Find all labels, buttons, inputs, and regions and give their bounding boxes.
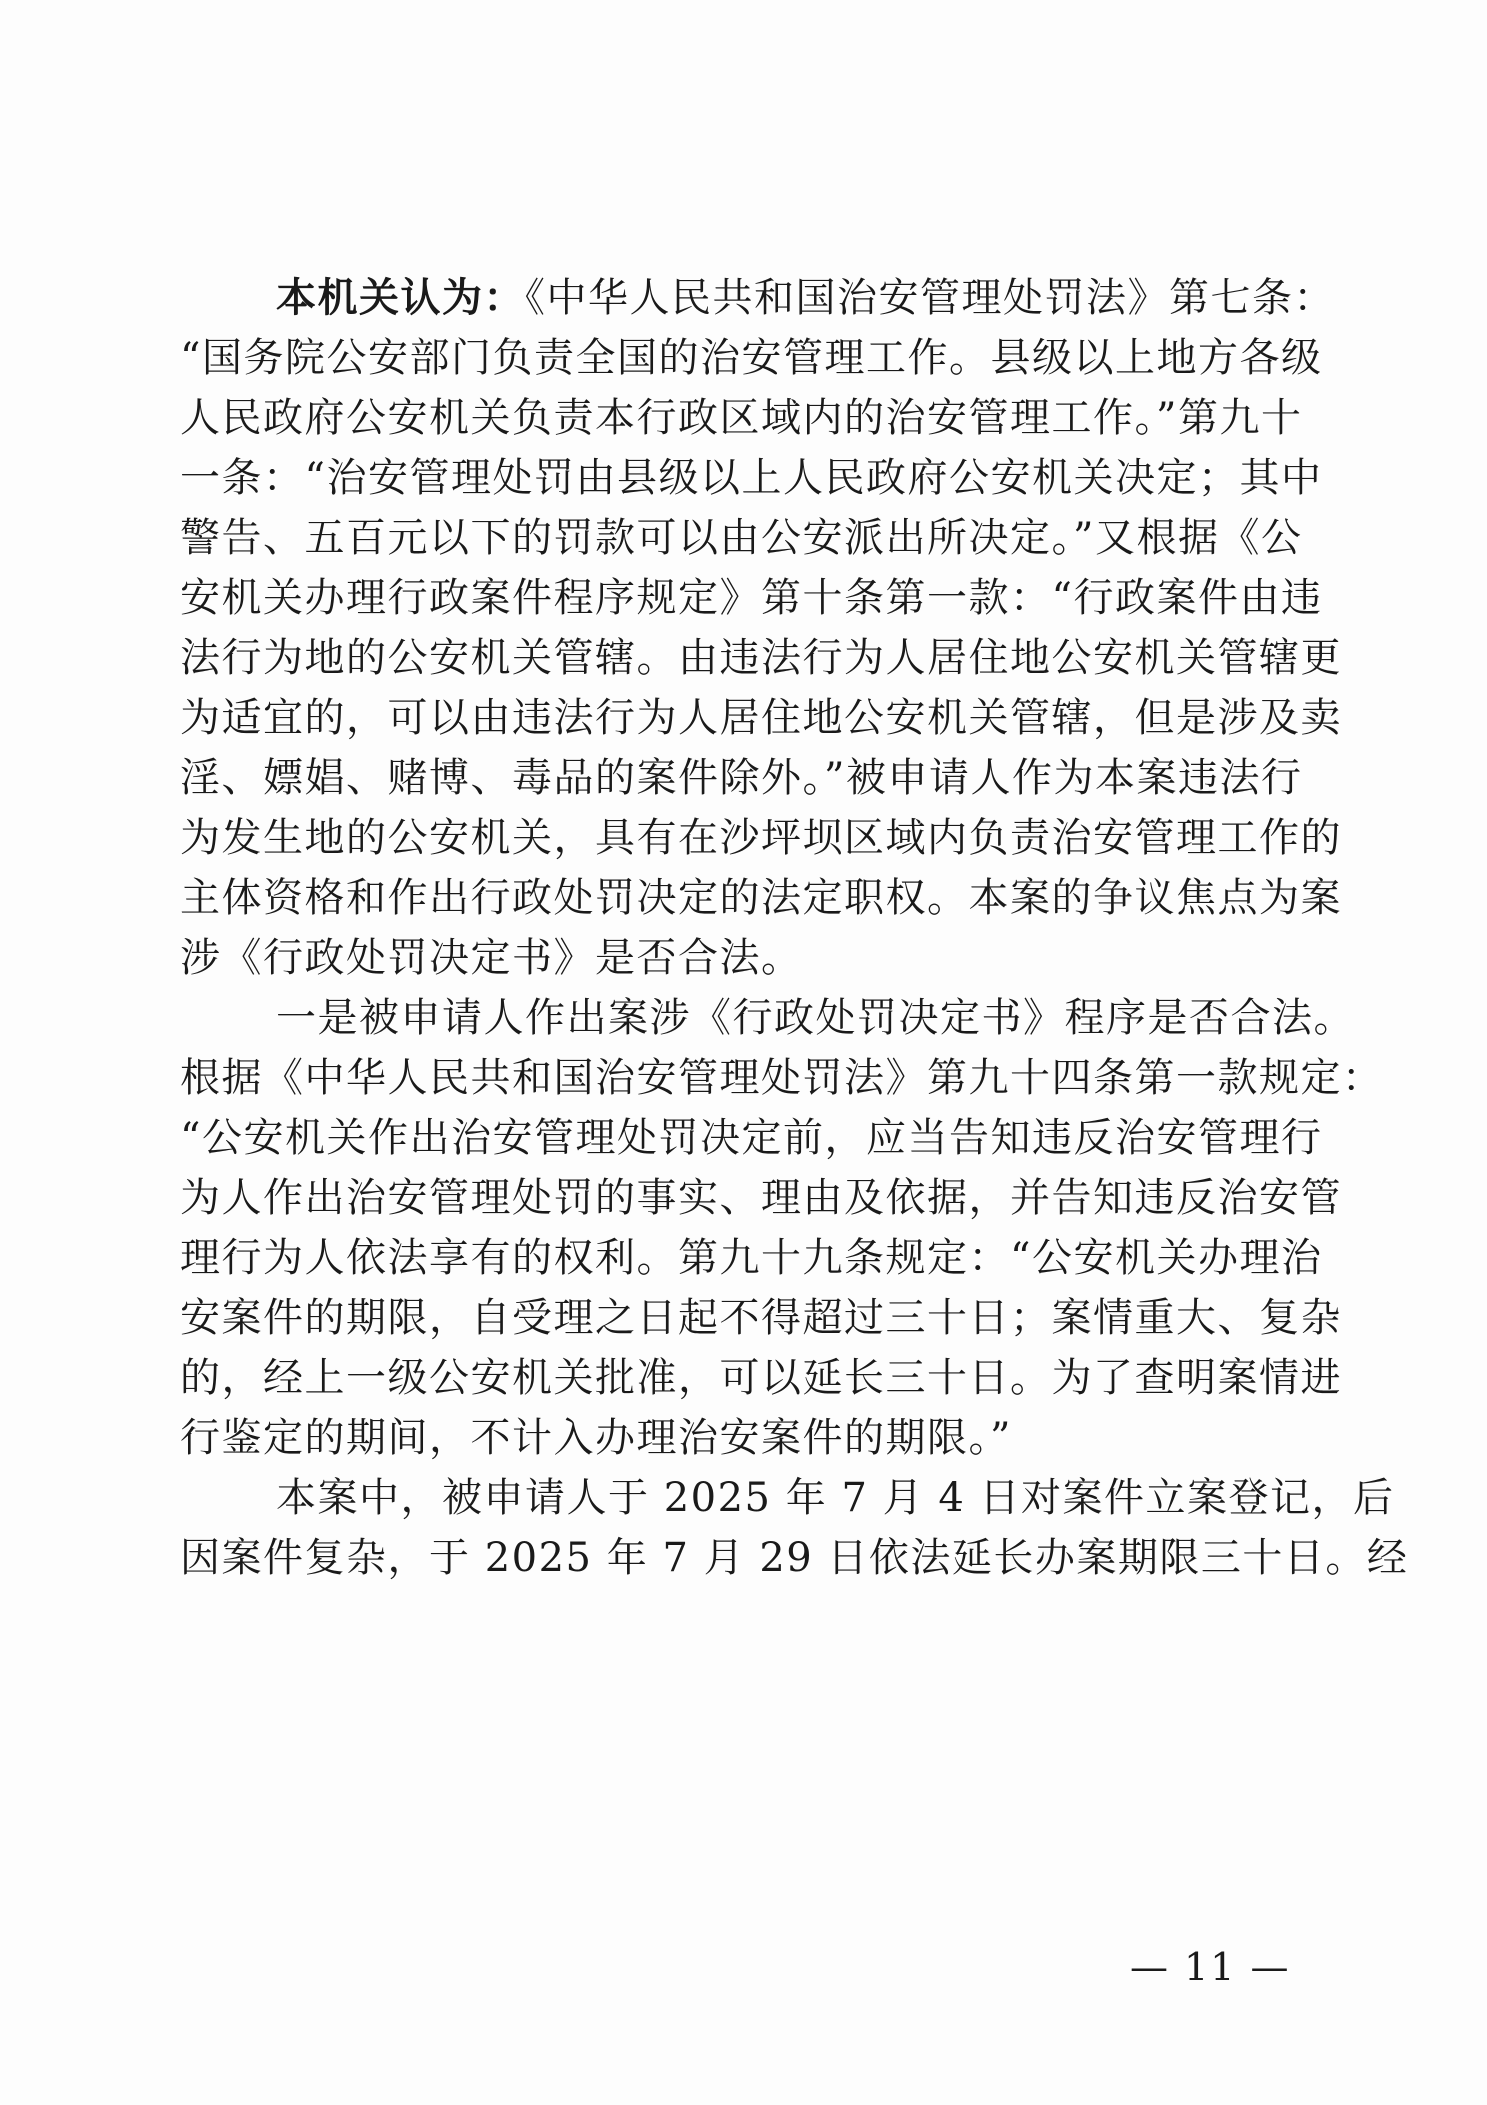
- text-line: 根据《中华人民共和国治安管理处罚法》第九十四条第一款规定：: [180, 1055, 1384, 1101]
- text-line: 为人作出治安管理处罚的事实、理由及依据，并告知违反治安管: [180, 1175, 1342, 1221]
- text-line: 为发生地的公安机关，具有在沙坪坝区域内负责治安管理工作的: [180, 815, 1342, 861]
- text-line: 警告、五百元以下的罚款可以由公安派出所决定。”又根据《公: [180, 515, 1303, 561]
- paragraph-3: [180, 1468, 1409, 1588]
- page-number: — 11 —: [1130, 1945, 1291, 1989]
- text-line: 一条：“治安管理处罚由县级以上人民政府公安机关决定；其中: [180, 455, 1323, 501]
- text-line: 安案件的期限，自受理之日起不得超过三十日；案情重大、复杂: [180, 1295, 1342, 1341]
- text-line: 本机关认为：《中华人民共和国治安管理处罚法》第七条：: [276, 275, 1335, 321]
- text-line: 理行为人依法享有的权利。第九十九条规定：“公安机关办理治: [180, 1235, 1323, 1281]
- text-line: 为适宜的，可以由违法行为人居住地公安机关管辖，但是涉及卖: [180, 695, 1342, 741]
- text-line: 因案件复杂，于 2025 年 7 月 29 日依法延长办案期限三十日。经: [180, 1535, 1409, 1581]
- text-line: 安机关办理行政案件程序规定》第十条第一款：“行政案件由违: [180, 575, 1323, 621]
- paragraph-1: [180, 268, 1342, 988]
- text-line: “公安机关作出治安管理处罚决定前，应当告知违反治安管理行: [180, 1115, 1323, 1161]
- paragraph-2: [180, 988, 1384, 1468]
- text-line: 一是被申请人作出案涉《行政处罚决定书》程序是否合法。: [276, 995, 1355, 1041]
- text-line: 法行为地的公安机关管辖。由违法行为人居住地公安机关管辖更: [180, 635, 1342, 681]
- text-line: 的，经上一级公安机关批准，可以延长三十日。为了查明案情进: [180, 1355, 1342, 1401]
- text-line: 涉《行政处罚决定书》是否合法。: [180, 935, 803, 981]
- text-line: 行鉴定的期间，不计入办理治安案件的期限。”: [180, 1415, 1012, 1461]
- text-line: 本案中，被申请人于 2025 年 7 月 4 日对案件立案登记，后: [276, 1475, 1395, 1521]
- document-body: [180, 268, 1409, 1588]
- text-line: “国务院公安部门负责全国的治安管理工作。县级以上地方各级: [180, 335, 1323, 381]
- text-line: 人民政府公安机关负责本行政区域内的治安管理工作。”第九十: [180, 395, 1303, 441]
- bold-lead: 本机关认为：: [276, 275, 525, 321]
- text-line: 淫、嫖娼、赌博、毒品的案件除外。”被申请人作为本案违法行: [180, 755, 1303, 801]
- text-line: 主体资格和作出行政处罚决定的法定职权。本案的争议焦点为案: [180, 875, 1342, 921]
